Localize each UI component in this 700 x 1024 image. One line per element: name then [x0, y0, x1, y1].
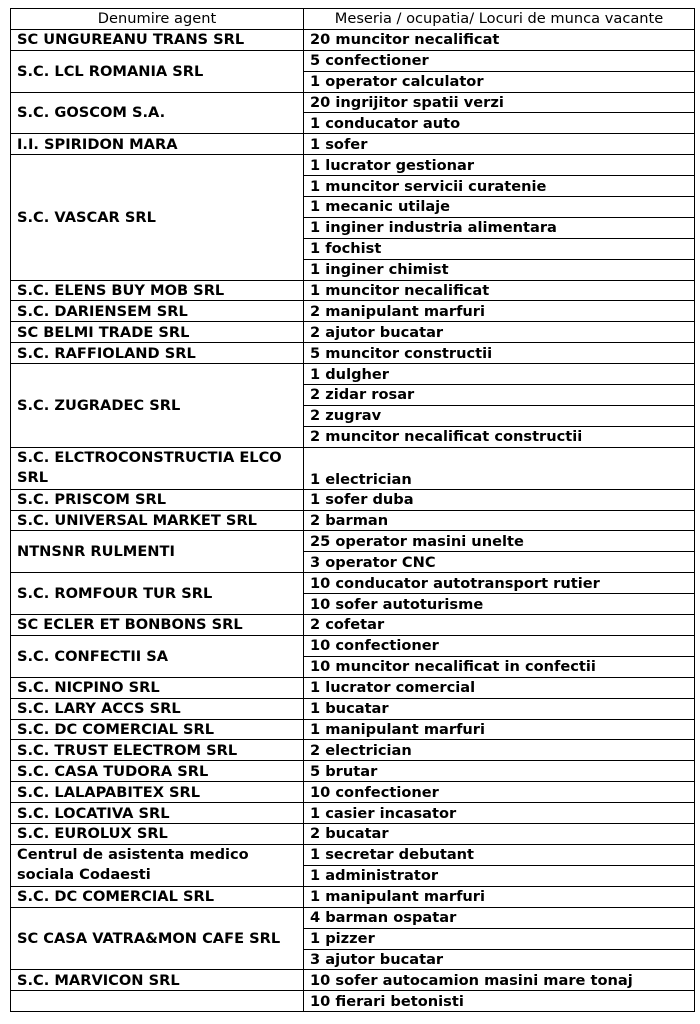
agent-name-cell: S.C. ROMFOUR TUR SRL [11, 573, 304, 615]
job-cell: 1 muncitor servicii curatenie [304, 176, 695, 197]
agent-name-cell: S.C. PRISCOM SRL [11, 489, 304, 510]
job-cell: 1 muncitor necalificat [304, 280, 695, 301]
table-row [11, 677, 695, 698]
agent-name-cell: S.C. EUROLUX SRL [11, 823, 304, 844]
job-cell: 1 bucatar [304, 698, 695, 719]
table-row [11, 615, 695, 636]
table-row [11, 489, 695, 510]
job-cell: 1 operator calculator [304, 71, 695, 92]
agent-name-cell: S.C. LARY ACCS SRL [11, 698, 304, 719]
agent-name-cell: Centrul de asistenta medico sociala Codaesti [11, 844, 304, 886]
table-row [11, 991, 695, 1012]
agent-name-cell: S.C. LOCATIVA SRL [11, 803, 304, 824]
table-row [11, 573, 695, 594]
job-cell: 2 ajutor bucatar [304, 322, 695, 343]
table-row [11, 531, 695, 552]
job-cell: 10 sofer autocamion masini mare tonaj [304, 970, 695, 991]
job-cell: 1 inginer industria alimentara [304, 217, 695, 238]
agent-name-cell: S.C. TRUST ELECTROM SRL [11, 740, 304, 761]
job-cell: 2 zidar rosar [304, 385, 695, 406]
job-cell: 10 confectioner [304, 635, 695, 656]
job-cell: 3 ajutor bucatar [304, 949, 695, 970]
table-row [11, 364, 695, 385]
agent-name-cell: S.C. MARVICON SRL [11, 970, 304, 991]
table-row [11, 29, 695, 50]
agent-name-cell: SC BELMI TRADE SRL [11, 322, 304, 343]
agent-name-cell: S.C. DARIENSEM SRL [11, 301, 304, 322]
table-row [11, 50, 695, 71]
table-row [11, 803, 695, 824]
job-cell: 25 operator masini unelte [304, 531, 695, 552]
table-row [11, 761, 695, 782]
job-cell: 2 electrician [304, 740, 695, 761]
table-row [11, 844, 695, 865]
table-row [11, 970, 695, 991]
table-row [11, 343, 695, 364]
job-cell: 1 secretar debutant [304, 844, 695, 865]
agent-name-cell: SC ECLER ET BONBONS SRL [11, 615, 304, 636]
job-cell: 4 barman ospatar [304, 907, 695, 928]
job-cell: 10 sofer autoturisme [304, 594, 695, 615]
table-row [11, 740, 695, 761]
vacancies-table [10, 8, 695, 1012]
table-row [11, 782, 695, 803]
job-cell: 1 sofer [304, 134, 695, 155]
job-cell: 10 fierari betonisti [304, 991, 695, 1012]
agent-name-cell: NTNSNR RULMENTI [11, 531, 304, 573]
agent-name-cell: S.C. RAFFIOLAND SRL [11, 343, 304, 364]
agent-name-cell: S.C. GOSCOM S.A. [11, 92, 304, 134]
job-cell: 1 inginer chimist [304, 259, 695, 280]
table-row [11, 823, 695, 844]
job-cell: 2 muncitor necalificat constructii [304, 426, 695, 447]
agent-name-cell: S.C. NICPINO SRL [11, 677, 304, 698]
job-cell: 1 manipulant marfuri [304, 719, 695, 740]
table-row [11, 280, 695, 301]
job-cell: 1 dulgher [304, 364, 695, 385]
job-cell: 2 bucatar [304, 823, 695, 844]
agent-name-cell: S.C. UNIVERSAL MARKET SRL [11, 510, 304, 531]
agent-name-cell: I.I. SPIRIDON MARA [11, 134, 304, 155]
job-cell: 1 administrator [304, 865, 695, 886]
table-row [11, 92, 695, 113]
table-row [11, 447, 695, 489]
agent-name-cell: SC UNGUREANU TRANS SRL [11, 29, 304, 50]
table-body [11, 29, 695, 1011]
job-cell: 20 muncitor necalificat [304, 29, 695, 50]
table-row [11, 322, 695, 343]
agent-name-cell: S.C. CASA TUDORA SRL [11, 761, 304, 782]
table-row [11, 719, 695, 740]
header-jobs: Meseria / ocupatia/ Locuri de munca vacante [304, 9, 695, 30]
job-cell: 1 pizzer [304, 928, 695, 949]
job-cell: 2 barman [304, 510, 695, 531]
job-cell: 10 muncitor necalificat in confectii [304, 656, 695, 677]
agent-name-cell: S.C. DC COMERCIAL SRL [11, 886, 304, 907]
job-cell: 1 manipulant marfuri [304, 886, 695, 907]
job-cell: 1 lucrator comercial [304, 677, 695, 698]
agent-name-cell: SC CASA VATRA&MON CAFE SRL [11, 907, 304, 970]
table-row [11, 155, 695, 176]
job-cell: 3 operator CNC [304, 552, 695, 573]
agent-name-cell: S.C. ELENS BUY MOB SRL [11, 280, 304, 301]
job-cell: 10 confectioner [304, 782, 695, 803]
job-cell: 1 electrician [304, 447, 695, 489]
table-header-row [11, 9, 695, 30]
agent-name-cell: S.C. DC COMERCIAL SRL [11, 719, 304, 740]
job-cell: 5 confectioner [304, 50, 695, 71]
agent-name-cell: S.C. LCL ROMANIA SRL [11, 50, 304, 92]
job-cell: 2 cofetar [304, 615, 695, 636]
job-cell: 5 muncitor constructii [304, 343, 695, 364]
job-cell: 2 manipulant marfuri [304, 301, 695, 322]
table-row [11, 698, 695, 719]
job-cell: 1 mecanic utilaje [304, 197, 695, 218]
job-cell: 10 conducator autotransport rutier [304, 573, 695, 594]
agent-name-cell: S.C. ZUGRADEC SRL [11, 364, 304, 448]
job-cell: 1 lucrator gestionar [304, 155, 695, 176]
job-cell: 20 ingrijitor spatii verzi [304, 92, 695, 113]
header-agent: Denumire agent [11, 9, 304, 30]
job-cell: 1 casier incasator [304, 803, 695, 824]
job-cell: 1 sofer duba [304, 489, 695, 510]
agent-name-cell: S.C. CONFECTII SA [11, 635, 304, 677]
job-cell: 1 fochist [304, 238, 695, 259]
job-cell: 1 conducator auto [304, 113, 695, 134]
table-row [11, 301, 695, 322]
table-row [11, 886, 695, 907]
table-row [11, 635, 695, 656]
table-row [11, 510, 695, 531]
agent-name-cell: S.C. VASCAR SRL [11, 155, 304, 280]
job-cell: 2 zugrav [304, 405, 695, 426]
table-row [11, 134, 695, 155]
job-cell: 5 brutar [304, 761, 695, 782]
agent-name-cell [11, 991, 304, 1012]
agent-name-cell: S.C. LALAPABITEX SRL [11, 782, 304, 803]
agent-name-cell: S.C. ELCTROCONSTRUCTIA ELCO SRL [11, 447, 304, 489]
table-row [11, 907, 695, 928]
